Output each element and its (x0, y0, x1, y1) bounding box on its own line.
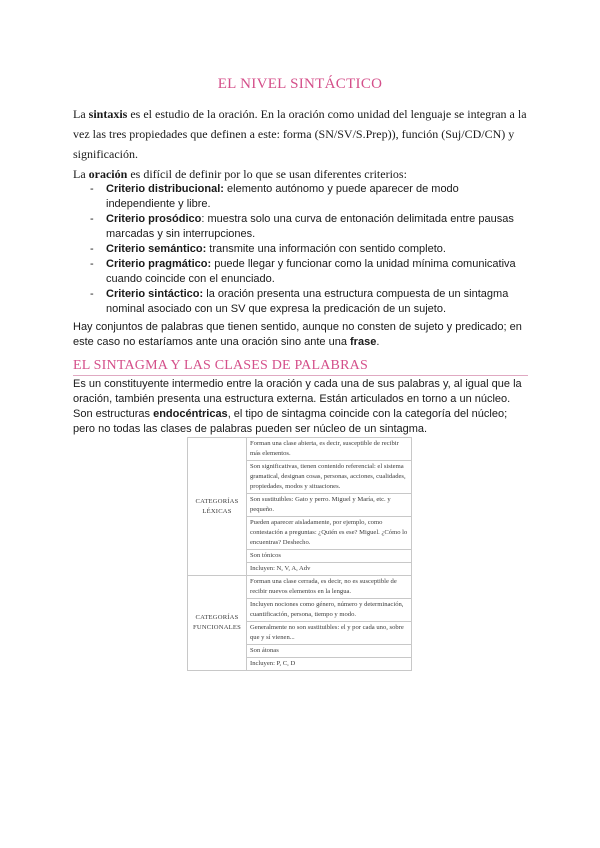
list-item (73, 287, 528, 317)
table-cell: Son significativas, tienen contenido referencial: el sistema gramatical, designan cosas, personas, acciones, cualidades, propiedades, modos y situaciones. (247, 461, 412, 494)
p1-before: La (73, 107, 89, 121)
table-cell: Son sustituibles: Gato y perro. Miguel y María, etc. y pequeño. (247, 494, 412, 517)
p4-before: Es un constituyente intermedio entre la oración y cada una de sus palabras y, al igual que la oración, también presenta una estructura externa. Están articulados en torno a un núcleo. Son estructuras (73, 378, 522, 420)
list-dash: - (90, 183, 94, 195)
oracion-paragraph (73, 164, 528, 184)
criterion-text: elemento autónomo y puede aparecer de modo independiente y libre. (106, 183, 459, 210)
table-cell: Incluyen: N, V, A, Adv (247, 563, 412, 576)
list-dash: - (90, 288, 94, 300)
table-cell: Forman una clase cerrada, es decir, no es susceptible de recibir nuevos elementos en la lengua. (247, 576, 412, 599)
table-cell: Son tónicos (247, 550, 412, 563)
p3-before: Hay conjuntos de palabras que tienen sentido, aunque no consten de sujeto y predicado; en este caso no estaríamos ante una oración sino ante una (73, 321, 522, 348)
criterion-text: puede llegar y funcionar como la unidad mínima comunicativa cuando coincide con el enunciado. (106, 258, 516, 285)
criterion-term: Criterio sintáctico: (106, 288, 204, 300)
section-heading: EL SINTAGMA Y LAS CLASES DE PALABRAS (73, 358, 528, 376)
criterion-text: transmite una información con sentido completo. (206, 243, 446, 255)
table-cell: Generalmente no son sustituibles: el y por cada uno, sobre que y sí vienen... (247, 622, 412, 645)
sintagma-paragraph (73, 377, 528, 437)
p4-after: , el tipo de sintagma coincide con la categoría del núcleo; pero no todas las clases de palabras pueden ser núcleo de un sintagma. (73, 408, 508, 435)
table-row (188, 438, 412, 461)
table-cell: Incluyen: P, C, D (247, 658, 412, 671)
term-frase: frase (350, 336, 377, 348)
list-item (73, 257, 528, 287)
table-cell: Incluyen nociones como género, número y determinación, cuantificación, persona, tiempo y modo. (247, 599, 412, 622)
lexicas-label: CATEGORÍAS LÉXICAS (188, 438, 247, 576)
intro-paragraph (73, 104, 528, 164)
table-cell: Forman una clase abierta, es decir, susceptible de recibir más elementos. (247, 438, 412, 461)
p2-before: La (73, 167, 89, 181)
term-endocentricas: endocéntricas (153, 408, 228, 420)
p2-after: es difícil de definir por lo que se usan diferentes criterios: (127, 167, 407, 181)
criterion-term: Criterio prosódico (106, 213, 202, 225)
table-cell: Son átonas (247, 645, 412, 658)
list-dash: - (90, 243, 94, 255)
criterion-term: Criterio pragmático: (106, 258, 212, 270)
term-sintaxis: sintaxis (88, 107, 128, 121)
list-item (73, 212, 528, 242)
criterion-term: Criterio distribucional: (106, 183, 224, 195)
categories-table (187, 437, 412, 671)
p3-after: . (376, 336, 380, 348)
list-item (73, 182, 528, 212)
list-dash: - (90, 213, 94, 225)
criterion-term: Criterio semántico: (106, 243, 207, 255)
page-title: EL NIVEL SINTÁCTICO (217, 76, 383, 92)
table-row (188, 576, 412, 599)
funcionales-label: CATEGORÍAS FUNCIONALES (188, 576, 247, 671)
term-oracion: oración (88, 167, 128, 181)
p1-after: es el estudio de la oración. En la oración como unidad del lenguaje se integran a la vez las tres propiedades que definen a este: forma (SN/SV/S.Prep)), función (Suj/CD/CN) y significación. (73, 107, 527, 161)
criterion-text: : muestra solo una curva de entonación delimitada entre pausas marcadas y sin interrupciones. (106, 213, 514, 240)
list-item (73, 242, 528, 257)
table-cell: Pueden aparecer aisladamente, por ejemplo, como contestación a preguntas: ¿Quién es ese? Miguel. ¿Cómo lo encuentras? Deshecho. (247, 517, 412, 550)
list-dash: - (90, 258, 94, 270)
criterion-text: la oración presenta una estructura compuesta de un sintagma nominal asociado con un SV que expresa la predicación de un sujeto. (106, 288, 509, 315)
criteria-list (73, 182, 528, 317)
frase-paragraph (73, 320, 528, 350)
